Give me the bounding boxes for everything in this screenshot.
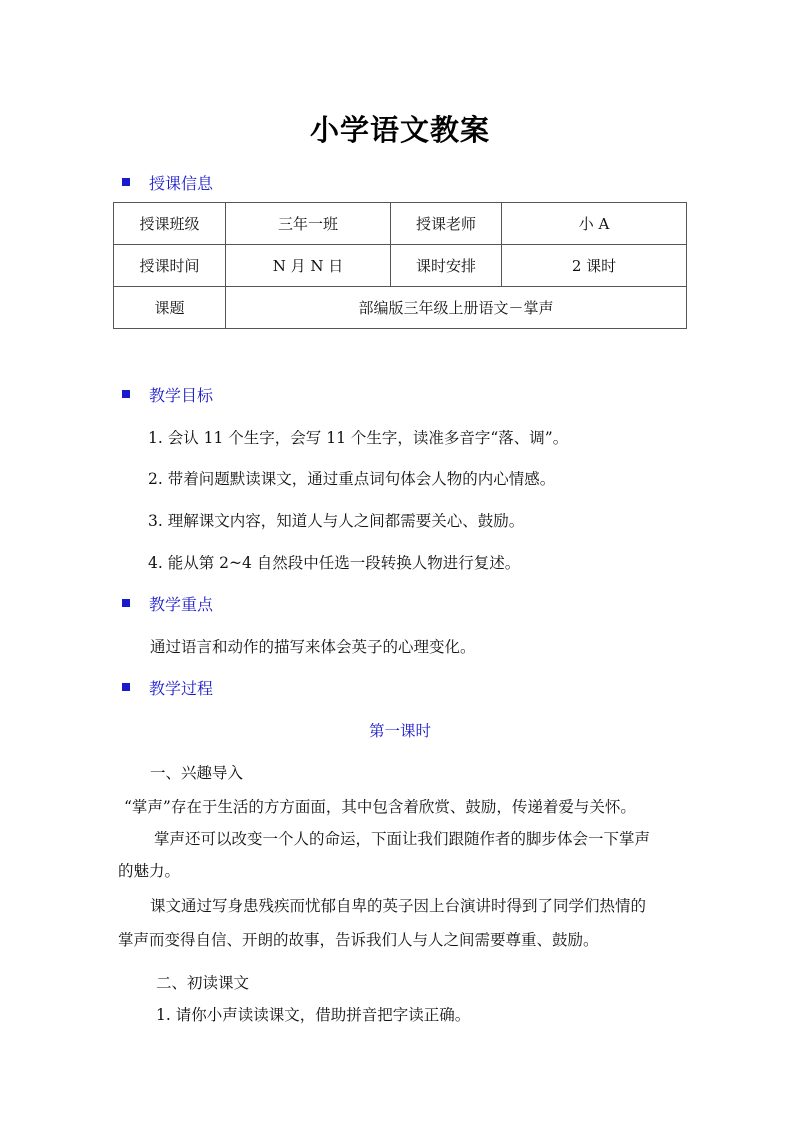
list-item: 1. 会认 11 个生字，会写 11 个生字，读准多音字“落、调”。 — [148, 429, 569, 447]
section-heading-info — [122, 171, 213, 193]
part-heading: 一、兴趣导入 — [150, 764, 244, 782]
table-cell-label: 授课时间 — [114, 245, 226, 287]
table-cell-label: 课题 — [114, 287, 226, 329]
key-point-text: 通过语言和动作的描写来体会英子的心理变化。 — [150, 638, 476, 656]
section-heading-label: 教学过程 — [149, 678, 214, 698]
square-bullet-icon — [122, 178, 130, 186]
table-cell-value: 部编版三年级上册语文－掌声 — [226, 287, 687, 329]
paragraph-line: 课文通过写身患残疾而忧郁自卑的英子因上台演讲时得到了同学们热情的 — [150, 897, 647, 915]
square-bullet-icon — [122, 390, 130, 398]
info-table — [113, 202, 687, 329]
paragraph-line: 掌声而变得自信、开朗的故事，告诉我们人与人之间需要尊重、鼓励。 — [118, 931, 599, 949]
page-title: 小学语文教案 — [309, 113, 490, 147]
table-cell-value: N 月 N 日 — [226, 245, 391, 287]
table-cell-value: 2 课时 — [502, 245, 687, 287]
section-heading-key — [122, 592, 213, 614]
list-item: 4. 能从第 2~4 自然段中任选一段转换人物进行复述。 — [148, 554, 521, 572]
lesson-title: 第一课时 — [368, 722, 431, 740]
table-cell-label: 授课老师 — [391, 203, 502, 245]
table-cell-label: 授课班级 — [114, 203, 226, 245]
table-cell-label: 课时安排 — [391, 245, 502, 287]
section-heading-goals — [122, 383, 213, 405]
table-cell-value: 三年一班 — [226, 203, 391, 245]
square-bullet-icon — [122, 683, 130, 691]
table-row — [114, 245, 687, 287]
table-row — [114, 203, 687, 245]
list-item: 1. 请你小声读读课文，借助拼音把字读正确。 — [156, 1006, 471, 1024]
paragraph-line: “掌声”存在于生活的方方面面，其中包含着欣赏、鼓励，传递着爱与关怀。 — [124, 798, 636, 816]
list-item: 2. 带着问题默读课文，通过重点词句体会人物的内心情感。 — [148, 470, 556, 488]
paragraph-line: 掌声还可以改变一个人的命运，下面让我们跟随作者的脚步体会一下掌声 — [154, 830, 651, 848]
list-item: 3. 理解课文内容，知道人与人之间都需要关心、鼓励。 — [148, 512, 525, 530]
square-bullet-icon — [122, 599, 130, 607]
section-heading-label: 教学目标 — [149, 385, 214, 405]
section-heading-label: 教学重点 — [149, 594, 214, 614]
table-cell-value: 小 A — [502, 203, 687, 245]
section-heading-label: 授课信息 — [149, 173, 214, 193]
paragraph-line: 的魅力。 — [118, 862, 181, 880]
part-heading: 二、初读课文 — [156, 974, 250, 992]
table-row — [114, 287, 687, 329]
section-heading-process — [122, 676, 213, 698]
